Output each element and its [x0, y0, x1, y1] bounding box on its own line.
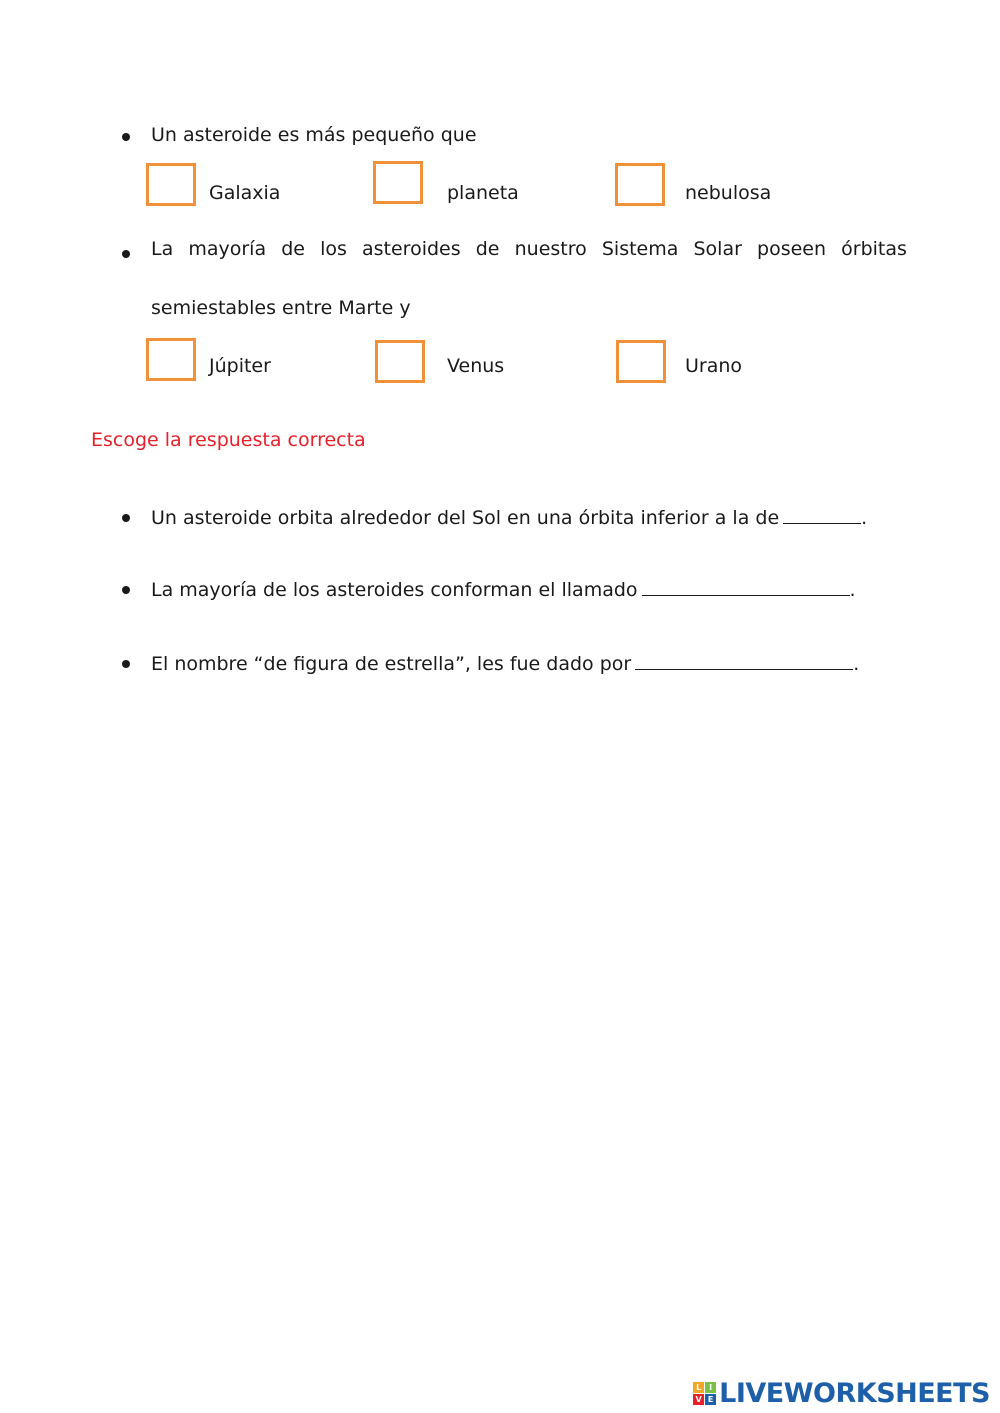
fill-question-3 [151, 651, 859, 675]
answer-blank-3[interactable] [635, 651, 853, 670]
option-label-jupiter: Júpiter [209, 355, 271, 377]
blank-end: . [861, 507, 868, 529]
logo-mark-icon [693, 1382, 716, 1405]
question-2-word: de [281, 238, 305, 260]
question-2-word: de [475, 238, 500, 260]
answer-blank-2[interactable] [642, 577, 850, 596]
bullet [122, 586, 130, 594]
checkbox-venus[interactable] [375, 340, 425, 383]
question-2-line-2: semiestables entre Marte y [151, 297, 411, 319]
question-1-text: Un asteroide es más pequeño que [151, 124, 477, 146]
option-label-planeta: planeta [447, 182, 519, 204]
option-label-nebulosa: nebulosa [685, 182, 772, 204]
option-label-galaxia: Galaxia [209, 182, 281, 204]
question-2-word: órbitas [841, 238, 907, 260]
question-2-word: los [320, 238, 347, 260]
fill-question-2-text: La mayoría de los asteroides conforman el llamado [151, 579, 638, 601]
question-2-word: Sistema [601, 238, 679, 260]
checkbox-nebulosa[interactable] [615, 163, 665, 206]
blank-end: . [853, 653, 860, 675]
checkbox-urano[interactable] [616, 340, 666, 383]
fill-question-1-text: Un asteroide orbita alrededor del Sol en una órbita inferior a la de [151, 507, 780, 529]
checkbox-jupiter[interactable] [146, 338, 196, 381]
bullet [122, 250, 130, 258]
fill-question-2 [151, 577, 856, 601]
option-label-venus: Venus [447, 355, 505, 377]
question-2-word: mayoría [188, 238, 267, 260]
question-2-word: asteroides [362, 238, 461, 260]
logo-mark-letter: V [693, 1394, 704, 1405]
checkbox-planeta[interactable] [373, 161, 423, 204]
bullet [122, 133, 130, 141]
question-2-word: poseen [757, 238, 827, 260]
checkbox-galaxia[interactable] [146, 163, 196, 206]
fill-question-1 [151, 505, 867, 529]
logo-mark-letter: L [693, 1382, 704, 1393]
blank-end: . [849, 579, 856, 601]
option-label-urano: Urano [685, 355, 743, 377]
section-heading: Escoge la respuesta correcta [91, 429, 366, 451]
question-2-word: nuestro [514, 238, 587, 260]
bullet [122, 514, 130, 522]
logo-mark-letter: I [705, 1382, 716, 1393]
answer-blank-1[interactable] [783, 505, 861, 524]
question-2-word: Solar [693, 238, 742, 260]
fill-question-3-text: El nombre “de figura de estrella”, les fue dado por [151, 653, 632, 675]
logo-mark-letter: E [705, 1394, 716, 1405]
bullet [122, 660, 130, 668]
logo-text: LIVEWORKSHEETS [719, 1377, 990, 1409]
question-2-line-1 [151, 238, 907, 260]
liveworksheets-logo [693, 1377, 990, 1409]
question-2-word: La [151, 238, 174, 260]
